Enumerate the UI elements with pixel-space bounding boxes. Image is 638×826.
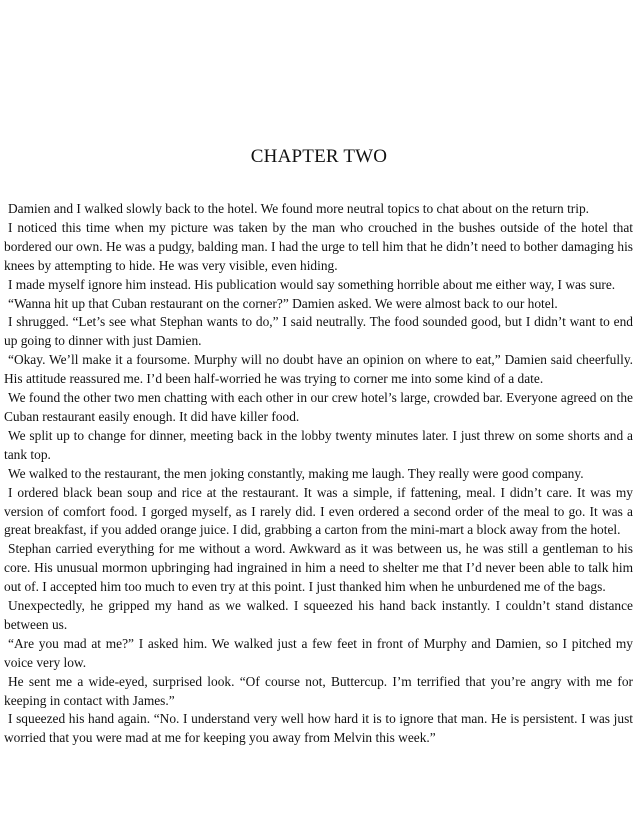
paragraph: I shrugged. “Let’s see what Stephan wants to do,” I said neutrally. The food sounded good, but I didn’t want to end up going to dinner with just Damien. (4, 314, 633, 349)
chapter-body (4, 200, 633, 748)
paragraph: I ordered black bean soup and rice at the restaurant. It was a simple, if fattening, meal. I didn’t care. It was my version of comfort food. I gorged myself, as I rarely did. I even ordered a second order of the meal to go. It was a great breakfast, if you added orange juice. I did, grabbing a carton from the mini-mart a block away from the hotel. (4, 484, 633, 538)
paragraph: We found the other two men chatting with each other in our crew hotel’s large, crowded bar. Everyone agreed on the Cuban restaurant easily enough. It did have killer food. (4, 390, 633, 424)
paragraph: He sent me a wide-eyed, surprised look. “Of course not, Buttercup. I’m terrified that you’re angry with me for keeping in contact with James.” (4, 673, 633, 708)
paragraph: We split up to change for dinner, meeting back in the lobby twenty minutes later. I just threw on some shorts and a tank top. (4, 427, 633, 462)
paragraph: “Okay. We’ll make it a foursome. Murphy will no doubt have an opinion on where to eat,” Damien said cheerfully. His attitude reassured me. I’d been half-worried he was trying to corner me into some kind of a date. (4, 352, 633, 387)
paragraph: “Wanna hit up that Cuban restaurant on the corner?” Damien asked. We were almost back to our hotel. (8, 295, 558, 311)
paragraph: Stephan carried everything for me without a word. Awkward as it was between us, he was still a gentleman to his core. His unusual mormon upbringing had ingrained in him a need to shelter me that I’d never been able to talk him out of. I accepted him too much to even try at this point. I just thanked him when he unburdened me of the bags. (4, 541, 633, 595)
paragraph: Damien and I walked slowly back to the hotel. We found more neutral topics to chat about on the return trip. (8, 201, 590, 216)
paragraph: “Are you mad at me?” I asked him. We walked just a few feet in front of Murphy and Damien, so I pitched my voice very low. (4, 635, 633, 670)
chapter-title: CHAPTER TWO (250, 146, 388, 167)
paragraph: Unexpectedly, he gripped my hand as we walked. I squeezed his hand back instantly. I couldn’t stand distance between us. (4, 598, 633, 632)
paragraph: I squeezed his hand again. “No. I understand very well how hard it is to ignore that man. He is persistent. I was just worried that you were mad at me for keeping you away from Melvin this week.” (4, 711, 633, 746)
paragraph: I made myself ignore him instead. His publication would say something horrible about me either way, I was sure. (8, 276, 616, 292)
paragraph: We walked to the restaurant, the men joking constantly, making me laugh. They really were good company. (8, 465, 584, 481)
paragraph: I noticed this time when my picture was taken by the man who crouched in the bushes outside of the hotel that bordered our own. He was a pudgy, balding man. I had the urge to tell him that he didn’t need to bother damaging his knees by attempting to hide. He was very visible, even hiding. (4, 219, 633, 273)
